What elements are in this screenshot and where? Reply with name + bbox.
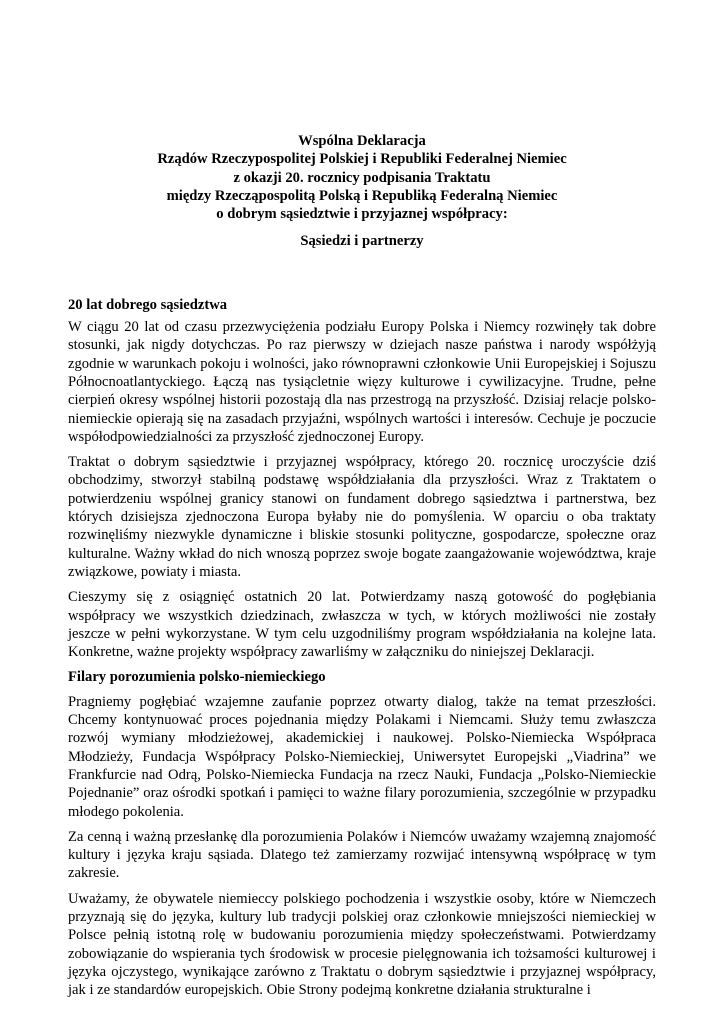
title-line: o dobrym sąsiedztwie i przyjaznej współpracy:	[216, 206, 508, 223]
paragraph: Pragniemy pogłębiać wzajemne zaufanie poprzez otwarty dialog, także na temat przeszłości. Chcemy kontynuować proces pojednania między Polakami i Niemcami. Służy temu zwłaszcza rozwój wymiany młodzieżowej, akademickiej i naukowej. Polsko-Niemiecka Współpraca Młodzieży, Fundacja Współpracy Polsko-Niemieckiej, Uniwersytet Europejski „Viadrina” we Frankfurcie nad Odrą, Polsko-Niemiecka Fundacja na rzecz Nauki, Fundacja „Polsko-Niemieckie Pojednanie” oraz ośrodki spotkań i pamięci to ważne filary porozumienia, szczególnie w przypadku młodego pokolenia.	[68, 693, 656, 820]
title-line: z okazji 20. rocznicy podpisania Traktatu	[233, 169, 491, 186]
section-20-lat	[68, 296, 656, 662]
title-line: Rządów Rzeczypospolitej Polskiej i Republiki Federalnej Niemiec	[157, 151, 567, 168]
title-line: Wspólna Deklaracja	[298, 133, 426, 149]
section-heading: 20 lat dobrego sąsiedztwa	[68, 296, 228, 313]
document-title	[68, 132, 656, 223]
title-line: między Rzecząpospolitą Polską i Republiką Federalną Niemiec	[166, 187, 558, 204]
section-heading: Filary porozumienia polsko-niemieckiego	[68, 669, 326, 686]
paragraph: Cieszymy się z osiągnięć ostatnich 20 lat. Potwierdzamy naszą gotowość do pogłębiania współpracy we wszystkich dziedzinach, zwłaszcza w tych, w których możliwości nie zostały jeszcze w pełni wykorzystane. W tym celu uzgodniliśmy program współdziałania na kolejne lata. Konkretne, ważne projekty współpracy zawarliśmy w załączniku do niniejszej Deklaracji.	[68, 589, 656, 661]
section-filary	[68, 668, 656, 999]
document-subtitle: Sąsiedzi i partnerzy	[300, 233, 424, 250]
paragraph: Uważamy, że obywatele niemieccy polskiego pochodzenia i wszystkie osoby, które w Niemczech przyznają się do języka, kultury lub tradycji polskiej oraz członkowie mniejszości niemieckiej w Polsce pełnią istotną rolę w budowaniu porozumienia między społeczeństwami. Potwierdzamy zobowiązanie do wspierania tych środowisk w procesie pielęgnowania ich tożsamości kulturowej i języka ojczystego, wynikające zarówno z Traktatu o dobrym sąsiedztwie i przyjaznej współpracy, jak i ze standardów europejskich. Obie Strony podejmą konkretne działania strukturalne i	[68, 890, 656, 999]
document-page	[68, 132, 656, 1006]
paragraph: W ciągu 20 lat od czasu przezwyciężenia podziału Europy Polska i Niemcy rozwinęły tak dobre stosunki, jak nigdy dotychczas. Po raz pierwszy w dziejach nasze państwa i narody współżyją zgodnie w warunkach pokoju i wolności, jako równoprawni członkowie Unii Europejskiej i Sojuszu Północnoatlantyckiego. Łączą nas tysiącletnie więzy kulturowe i cywilizacyjne. Trudne, pełne cierpień okresy wspólnej historii pozostają dla nas przestrogą na przyszłość. Dzisiaj relacje polsko-niemieckie opierają się na zasadach przyjaźni, wspólnych wartości i interesów. Cechuje je poczucie współodpowiedzialności za przyszłość zjednoczonej Europy.	[68, 319, 656, 445]
paragraph: Za cenną i ważną przesłankę dla porozumienia Polaków i Niemców uważamy wzajemną znajomość kultury i języka kraju sąsiada. Dlatego też zamierzamy rozwijać intensywną współpracę w tym zakresie.	[68, 828, 656, 882]
paragraph: Traktat o dobrym sąsiedztwie i przyjaznej współpracy, którego 20. rocznicę uroczyście dziś obchodzimy, stworzył stabilną podstawę współdziałania dla przyszłości. Wraz z Traktatem o potwierdzeniu wspólnej granicy stanowi on fundament dobrego sąsiedztwa i partnerstwa, bez których dzisiejsza zjednoczona Europa byłaby nie do pomyślenia. W oparciu o oba traktaty rozwinęliśmy niezwykle dynamiczne i bliskie stosunki polityczne, gospodarcze, społeczne oraz kulturalne. Ważny wkład do nich wnoszą poprzez swoje bogate zaangażowanie województwa, kraje związkowe, powiaty i miasta.	[68, 454, 656, 580]
